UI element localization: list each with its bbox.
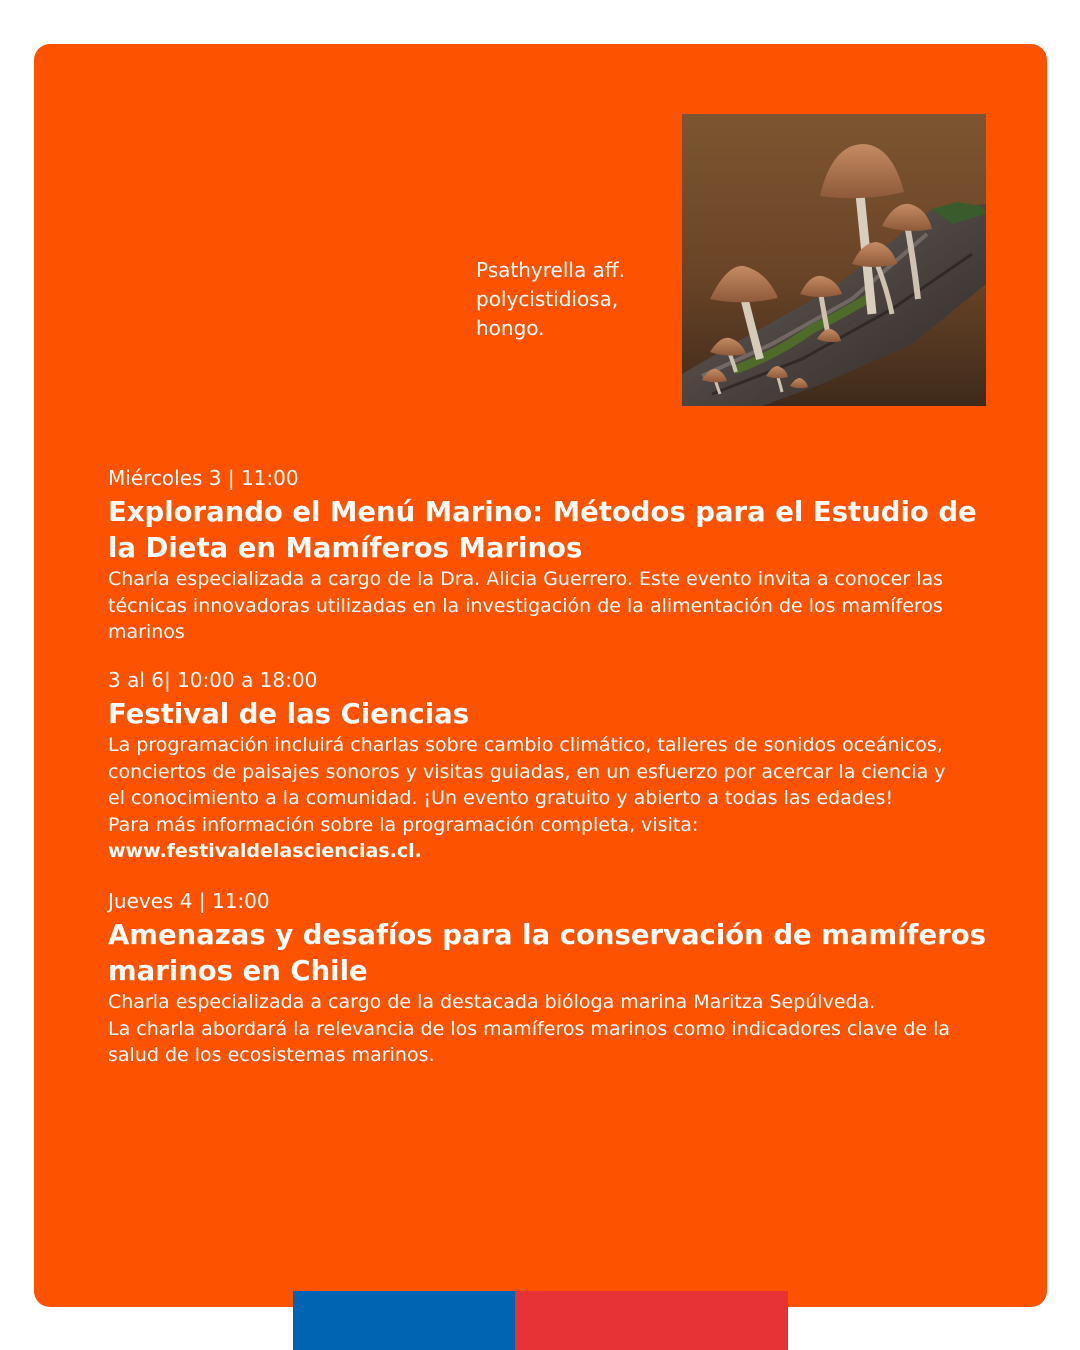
event-description [108, 732, 946, 865]
desc-line: Charla especializada a cargo de la destacada bióloga marina Maritza Sepúlveda. [108, 991, 876, 1013]
event-date: Jueves 4 | 11:00 [108, 889, 270, 913]
desc-line: marinos [108, 621, 185, 643]
desc-line: La programación incluirá charlas sobre cambio climático, talleres de sonidos oceánicos, [108, 734, 943, 756]
desc-line: Charla especializada a cargo de la Dra. Alicia Guerrero. Este evento invita a conocer las [108, 568, 944, 590]
event-item [108, 886, 986, 1069]
event-item [108, 463, 1028, 646]
desc-line: salud de los ecosistemas marinos. [108, 1044, 435, 1066]
event-description [108, 566, 1028, 646]
event-date: Miércoles 3 | 11:00 [108, 466, 299, 490]
festival-url-link[interactable]: www.festivaldelasciencias.cl. [108, 840, 422, 862]
event-item [108, 665, 946, 865]
flag-stripe-red [515, 1291, 788, 1350]
mushroom-illustration-icon [682, 114, 986, 406]
flag-stripe-blue [293, 1291, 515, 1350]
title-line: Festival de las Ciencias [108, 698, 470, 730]
desc-line: Para más información sobre la programación completa, visita: [108, 813, 699, 836]
caption-line: Psathyrella aff. [476, 258, 625, 282]
title-line: Explorando el Menú Marino: Métodos para el Estudio de [108, 496, 977, 528]
title-line: la Dieta en Mamíferos Marinos [108, 532, 583, 564]
caption-line: polycistidiosa, [476, 287, 619, 311]
event-title [108, 494, 1028, 566]
event-title [108, 696, 946, 732]
event-title [108, 917, 986, 989]
image-caption [476, 256, 666, 343]
desc-line: técnicas innovadoras utilizadas en la investigación de la alimentación de los mamíferos [108, 594, 943, 617]
event-description [108, 989, 986, 1069]
desc-line: La charla abordará la relevancia de los mamíferos marinos como indicadores clave de la [108, 1017, 951, 1040]
title-line: Amenazas y desafíos para la conservación de mamíferos [108, 919, 986, 951]
events-list [108, 463, 1028, 1066]
desc-line: el conocimiento a la comunidad. ¡Un evento gratuito y abierto a todas las edades! [108, 787, 894, 809]
desc-line: conciertos de paisajes sonoros y visitas guiadas, en un esfuerzo por acercar la ciencia y [108, 760, 946, 783]
title-line: marinos en Chile [108, 955, 368, 987]
event-date: 3 al 6| 10:00 a 18:00 [108, 668, 318, 692]
caption-line: hongo. [476, 316, 545, 340]
